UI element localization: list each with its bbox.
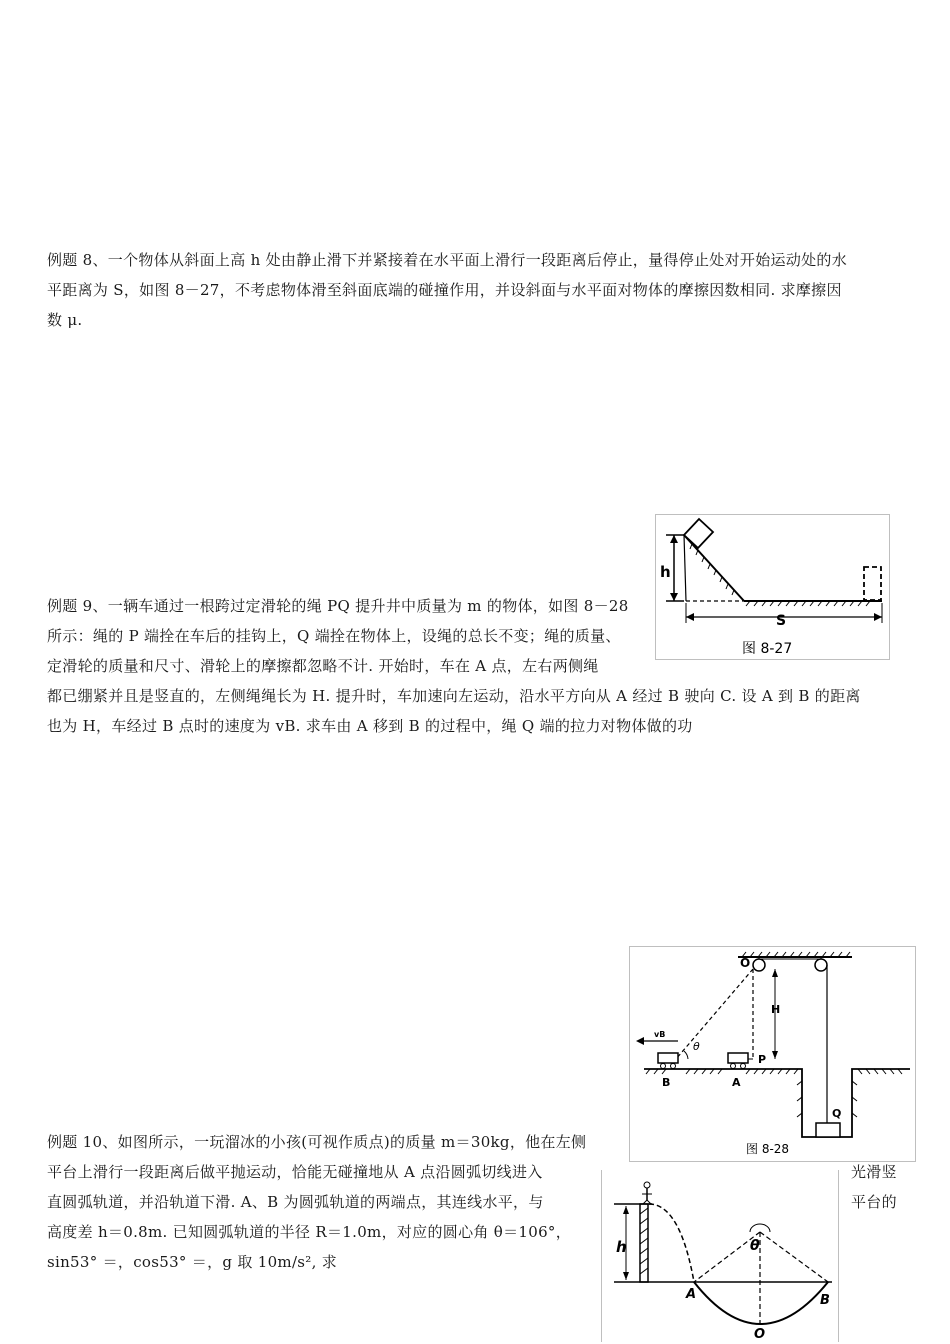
fig28-label-h: H	[771, 1003, 781, 1016]
example-10-line-1: 例题 10、如图所示，一玩溜冰的小孩(可视作质点)的质量 m＝30kg，他在左侧	[47, 1133, 587, 1151]
example-10-right-line-1: 光滑竖	[851, 1163, 897, 1181]
fig10-label-b: B	[820, 1293, 830, 1308]
fig27-label-h: h	[660, 563, 671, 581]
fig10-label-o: O	[754, 1327, 766, 1342]
example-10-line-3: 直圆弧轨道，并沿轨道下滑. A、B 为圆弧轨道的两端点，其连线水平，与	[47, 1193, 544, 1211]
example-9-line-1: 例题 9、一辆车通过一根跨过定滑轮的绳 PQ 提升井中质量为 m 的物体，如图 8－28	[47, 597, 629, 615]
example-9-line-5: 也为 H，车经过 B 点时的速度为 vB. 求车由 A 移到 B 的过程中，绳 Q 端的拉力对物体做的功	[47, 717, 693, 735]
example-10-line-4: 高度差 h＝0.8m. 已知圆弧轨道的半径 R＝1.0m，对应的圆心角 θ＝106°，	[47, 1223, 572, 1241]
example-8-line-2: 平距离为 S，如图 8－27，不考虑物体滑至斜面底端的碰撞作用，并设斜面与水平面对物体的摩擦因数相同. 求摩擦因	[47, 281, 842, 299]
example-9-line-4: 都已绷紧并且是竖直的，左侧绳绳长为 H. 提升时，车加速向左运动，沿水平方向从 A 经过 B 驶向 C. 设 A 到 B 的距离	[47, 687, 861, 705]
example-10	[47, 1127, 586, 1277]
fig27-caption: 图 8-27	[742, 641, 793, 657]
fig28-label-a: A	[732, 1076, 741, 1089]
fig28-label-o: O	[740, 956, 751, 970]
fig10-label-a: A	[686, 1287, 697, 1302]
example-8	[47, 245, 847, 335]
figure-8-28	[629, 946, 916, 1162]
example-9-line-3: 定滑轮的质量和尺寸、滑轮上的摩擦都忽略不计. 开始时，车在 A 点，左右两侧绳	[47, 657, 599, 675]
example-10-line-2: 平台上滑行一段距离后做平抛运动，恰能无碰撞地从 A 点沿圆弧切线进入	[47, 1163, 543, 1181]
fig28-caption: 图 8-28	[746, 1142, 790, 1156]
fig28-label-vb: vB	[654, 1030, 666, 1039]
example-8-line-3: 数 μ.	[47, 311, 83, 329]
example-9-line-2: 所示：绳的 P 端拴在车后的挂钩上，Q 端拴在物体上，设绳的总长不变；绳的质量、	[47, 627, 621, 645]
fig28-label-p: P	[758, 1053, 767, 1066]
example-10-right-column	[851, 1157, 897, 1217]
example-9	[47, 591, 861, 741]
figure-example-10	[601, 1170, 839, 1342]
fig10-label-h: h	[616, 1238, 627, 1256]
fig28-label-b: B	[662, 1076, 671, 1089]
example-10-right-line-2: 平台的	[851, 1193, 897, 1211]
fig27-label-s: S	[776, 613, 787, 629]
fig28-label-theta: θ	[693, 1040, 700, 1053]
example-8-line-1: 例题 8、一个物体从斜面上高 h 处由静止滑下并紧接着在水平面上滑行一段距离后停止，量得停止处对开始运动处的水	[47, 251, 848, 269]
example-10-line-5: sin53° ＝，cos53° ＝，g 取 10m/s², 求	[47, 1253, 338, 1271]
fig10-label-theta: θ	[750, 1238, 760, 1254]
fig28-label-q: Q	[832, 1107, 842, 1120]
